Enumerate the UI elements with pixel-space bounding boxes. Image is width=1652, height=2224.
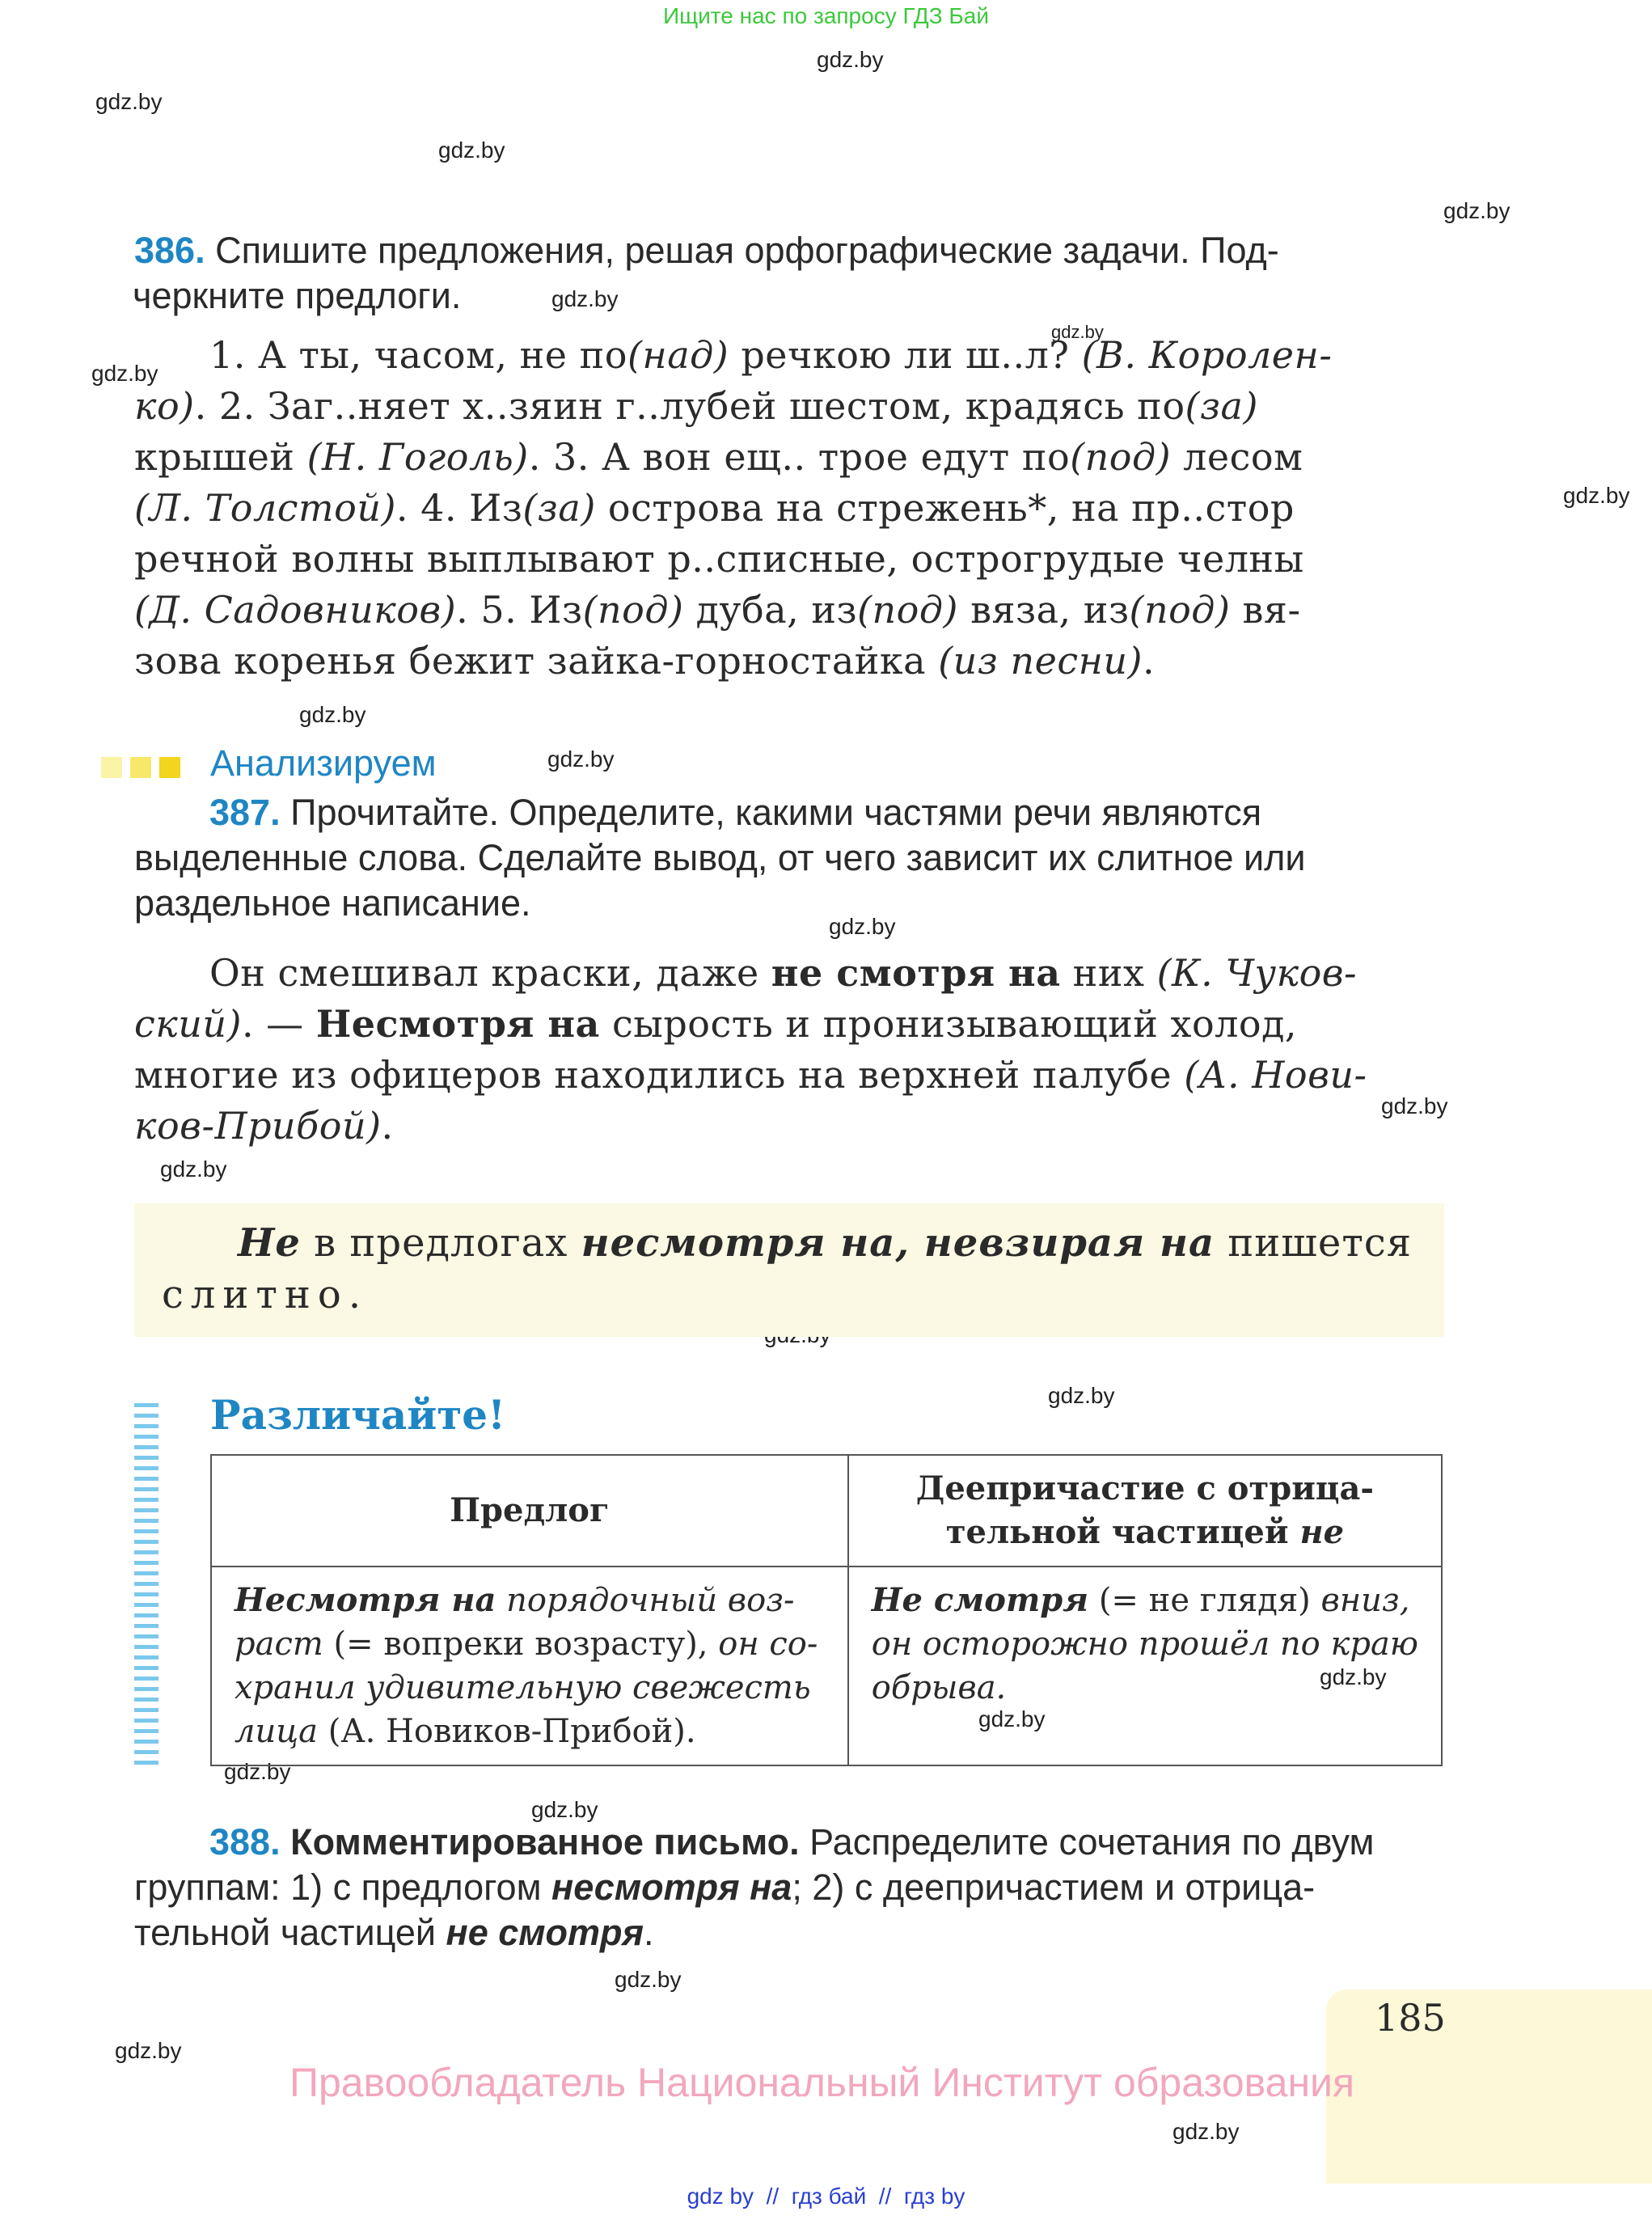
header-text: Деепричастие с отрица- <box>915 1469 1374 1507</box>
text: . <box>381 1104 394 1148</box>
instruction-text-bold: несмотря на <box>551 1867 792 1908</box>
rule-text-bold: несмотря на, невзирая на <box>581 1220 1215 1266</box>
watermark: gdz.by <box>95 89 163 114</box>
task-title: Комментированное письмо. <box>290 1821 800 1862</box>
watermark: gdz.by <box>1381 1093 1448 1118</box>
rule-text-spaced: слитно. <box>162 1272 369 1317</box>
rule-text: пишется <box>1215 1220 1413 1266</box>
instruction-text: . <box>644 1912 654 1953</box>
rule-text: в предлогах <box>300 1220 581 1266</box>
watermark: gdz.by <box>829 914 896 939</box>
text: лесом <box>1171 435 1303 479</box>
task-387-text <box>134 948 1444 1152</box>
watermark: gdz.by <box>547 746 615 772</box>
distinguish-title: Различайте! <box>210 1391 506 1439</box>
watermark: gdz.by <box>1443 198 1510 223</box>
text-italic: (Л. Толстой) <box>134 486 396 530</box>
text-italic: ков-Прибой) <box>134 1104 382 1148</box>
table-header-preposition <box>211 1455 848 1567</box>
text: Он смешивал краски, даже <box>209 951 771 995</box>
text: . 2. Заг..няет х..зяин г..лубей шестом, крадясь по <box>194 384 1185 428</box>
text: . 4. Из <box>395 486 523 530</box>
header-text: тельной частицей <box>945 1513 1300 1551</box>
text: . 5. Из <box>456 588 583 632</box>
cell-text-bold: Не смотря <box>871 1581 1089 1619</box>
watermark: gdz.by <box>531 1797 598 1822</box>
text-italic: (В. Королен- <box>1081 333 1333 377</box>
cell-text: (= не глядя) <box>1088 1582 1321 1619</box>
text-italic: (под) <box>582 588 684 632</box>
text: крышей <box>134 435 307 479</box>
cell-text-italic: раст <box>234 1626 323 1663</box>
watermark: gdz.by <box>1048 1383 1115 1408</box>
text: вяза, из <box>957 588 1130 632</box>
instruction-text: Прочитайте. Определите, какими частями речи являются <box>290 792 1262 833</box>
watermark: gdz.by <box>551 286 619 311</box>
text-bold: не смотря на <box>771 951 1061 995</box>
cell-text-bold: Несмотря на <box>234 1581 496 1619</box>
text-italic: ский) <box>134 1002 242 1046</box>
text-italic: (из песни) <box>938 639 1143 683</box>
watermark: gdz.by <box>299 702 366 727</box>
header-text-italic: не <box>1299 1513 1345 1551</box>
text-italic: (под) <box>857 588 958 632</box>
table-cell-participle-example <box>848 1567 1442 1765</box>
watermark: gdz.by <box>1563 483 1630 508</box>
cell-text-italic: порядочный воз- <box>496 1582 795 1619</box>
cell-text: (А. Новиков-Прибой). <box>318 1713 696 1750</box>
text-italic: ко) <box>134 384 195 428</box>
copyright-notice: Правообладатель Национальный Институт образования <box>289 2060 1355 2105</box>
cell-text-italic: хранил удивительную свежесть <box>234 1669 811 1706</box>
text-italic: (А. Нови- <box>1184 1053 1367 1097</box>
text: острова на стрежень*, на пр..стор <box>595 486 1295 530</box>
watermark: gdz.by <box>817 47 884 72</box>
section-label: Анализируем <box>210 742 437 784</box>
task-number: 386. <box>134 230 205 271</box>
task-386-text <box>134 330 1444 687</box>
watermark: gdz.by <box>978 1706 1046 1731</box>
page-number: 185 <box>1375 1996 1446 2040</box>
task-number: 387. <box>209 792 281 833</box>
text-italic: (Д. Садовников) <box>134 588 457 632</box>
header-text: Предлог <box>450 1491 610 1529</box>
distinguish-table <box>210 1454 1443 1766</box>
text: сырость и пронизывающий холод, <box>599 1002 1298 1046</box>
watermark: gdz.by <box>615 1967 682 1992</box>
table-cell-preposition-example <box>211 1567 848 1765</box>
text: вя- <box>1230 588 1301 632</box>
text: . — <box>241 1002 316 1046</box>
instruction-text: выделенные слова. Сделайте вывод, от чего зависит их слитное или <box>134 837 1306 878</box>
decorative-stripe <box>134 1403 158 1767</box>
task-387-instruction <box>134 790 1444 926</box>
footer-links[interactable]: gdz by // гдз бай // гдз by <box>687 2184 965 2209</box>
watermark: gdz.by <box>1172 2119 1240 2144</box>
table-header-participle <box>848 1455 1442 1567</box>
watermark: gdz.by <box>438 137 505 163</box>
watermark: gdz.by <box>1320 1664 1387 1689</box>
section-marker <box>101 757 188 781</box>
text-bold: Несмотря на <box>315 1002 600 1046</box>
rule-text-bold: Не <box>238 1220 301 1266</box>
text-italic: (над) <box>627 333 729 377</box>
text-italic: (К. Чуков- <box>1156 951 1358 995</box>
instruction-text: Распределите сочетания по двум <box>799 1821 1375 1862</box>
task-388 <box>134 1820 1444 1956</box>
instruction-text: раздельное написание. <box>134 882 531 924</box>
task-number: 388. <box>209 1821 281 1862</box>
cell-text: (= вопреки возрасту), <box>323 1626 719 1663</box>
text: дуба, из <box>683 588 858 632</box>
instruction-text: тельной частицей <box>134 1912 446 1953</box>
text-italic: (за) <box>522 486 596 530</box>
text: 1. А ты, часом, не по <box>209 333 627 377</box>
text-italic: (под) <box>1129 588 1231 632</box>
text-italic: (под) <box>1070 435 1172 479</box>
text: . <box>1143 639 1156 683</box>
header-note[interactable]: Ищите нас по запросу ГДЗ Бай <box>662 3 990 28</box>
watermark: gdz.by <box>115 2038 182 2063</box>
cell-text-italic: вниз, <box>1320 1582 1410 1619</box>
instruction-text: Спишите предложения, решая орфографические задачи. Под- <box>215 230 1279 271</box>
text-italic: (за) <box>1185 384 1258 428</box>
text: многие из офицеров находились на верхней палубе <box>134 1053 1185 1097</box>
task-386-instruction <box>134 228 1444 319</box>
text: них <box>1060 951 1157 995</box>
instruction-text-bold: не смотря <box>446 1912 644 1953</box>
watermark: gdz.by <box>224 1759 291 1784</box>
rule-box <box>134 1203 1444 1337</box>
watermark: gdz.by <box>160 1156 227 1182</box>
instruction-text: черкните предлоги. <box>133 275 462 316</box>
cell-text-italic: он со- <box>718 1626 818 1663</box>
text: речкою ли ш..л? <box>729 333 1082 377</box>
text-italic: (Н. Гоголь) <box>306 435 529 479</box>
cell-text-italic: лица <box>234 1713 318 1750</box>
text: зова коренья бежит зайка-горностайка <box>134 639 939 683</box>
instruction-text: ; 2) с деепричастием и отрица- <box>792 1867 1316 1908</box>
watermark: gdz.by <box>1051 322 1104 342</box>
text: . 3. А вон ещ.. трое едут по <box>528 435 1071 479</box>
text: речной волны выплывают р..списные, острогрудые челны <box>134 537 1304 581</box>
instruction-text: группам: 1) с предлогом <box>134 1867 552 1908</box>
cell-text-italic: он осторожно прошёл по краю <box>871 1626 1418 1663</box>
cell-text-italic: обрыва. <box>871 1669 1007 1706</box>
watermark: gdz.by <box>91 361 158 386</box>
